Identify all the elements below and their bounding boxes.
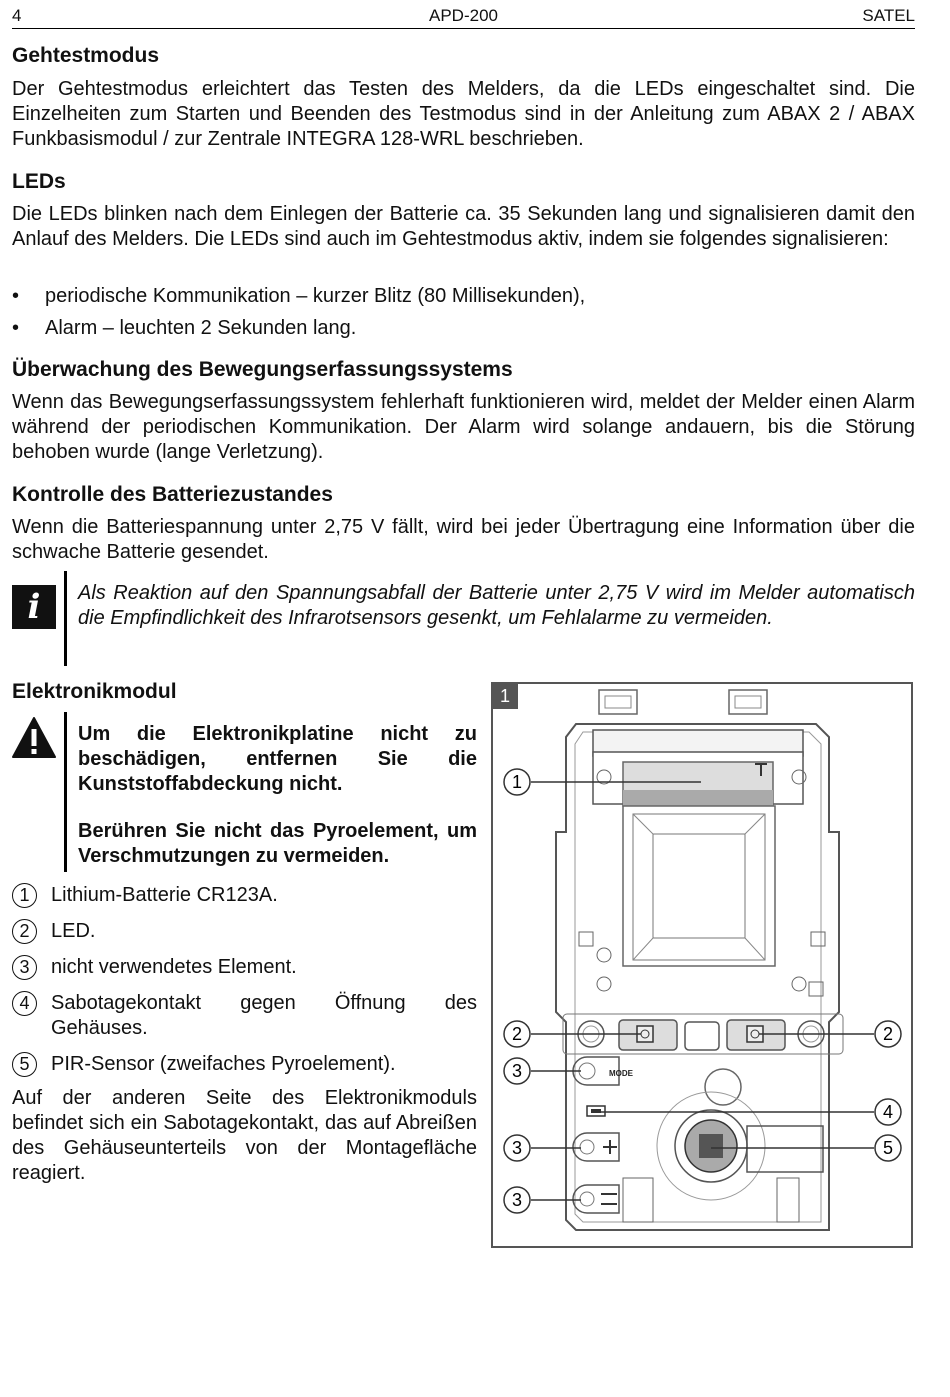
- callout-4: 4: [882, 1102, 894, 1122]
- legend-number: 3: [12, 955, 37, 980]
- warning-note: [12, 712, 477, 872]
- warning-text-1: Um die Elektronikplatine nicht zu beschädigen, entfernen Sie die Kunststoffabdeckung nicht.: [78, 723, 477, 795]
- callout-2-right: 2: [882, 1024, 894, 1044]
- section-title-leds: LEDs: [12, 170, 66, 193]
- warning-icon: [12, 716, 56, 760]
- mode-label: MODE: [609, 1069, 633, 1078]
- elektronik-text: Auf der anderen Seite des Elektronikmoduls befindet sich ein Sabotagekontakt, das auf Abreißen des Gehäuseunterteils von der Montagefläche reagiert.: [12, 1087, 477, 1184]
- section-title-ueberwachung: Überwachung des Bewegungserfassungssystems: [12, 358, 513, 381]
- bullet-icon: •: [12, 285, 20, 307]
- callout-5: 5: [882, 1138, 894, 1158]
- batterie-text: Wenn die Batteriespannung unter 2,75 V fällt, wird bei jeder Übertragung eine Information über die schwache Batterie gesendet.: [12, 516, 915, 563]
- section-title-elektronik: Elektronikmodul: [12, 680, 177, 703]
- warning-text-2: Berühren Sie nicht das Pyroelement, um Verschmutzungen zu vermeiden.: [78, 820, 477, 867]
- legend-number: 1: [12, 883, 37, 908]
- callout-3-minus: 3: [511, 1190, 523, 1210]
- brand-name: SATEL: [862, 6, 915, 25]
- page-number: 4: [12, 6, 22, 25]
- note-text: Als Reaktion auf den Spannungsabfall der Batterie unter 2,75 V wird im Melder automatisch die Empfindlichkeit des Infrarotsensors gesenkt, um Fehlalarme zu vermeiden.: [78, 582, 915, 629]
- bullet-icon: •: [12, 317, 20, 339]
- section-title-batterie: Kontrolle des Batteriezustandes: [12, 483, 333, 506]
- gehtest-text: Der Gehtestmodus erleichtert das Testen des Melders, da die LEDs eingeschaltet sind. Die Einzelheiten zum Starten und Beenden des Testmodus sind in der Anleitung zum ABAX 2 / ABAX Funkbasismodul / zur Zentrale INTEGRA 128-WRL beschrieben.: [12, 78, 915, 150]
- leds-text: Die LEDs blinken nach dem Einlegen der Batterie ca. 35 Sekunden lang und signalisieren damit den Anlauf des Melders. Die LEDs sind auch im Gehtestmodus aktiv, indem sie folgendes signalisieren:: [12, 203, 915, 250]
- electronics-module-figure: [491, 682, 913, 1248]
- ueberwachung-text: Wenn das Bewegungserfassungssystem fehlerhaft funktionieren wird, meldet der Melder einen Alarm während der periodischen Kommunikation. Der Alarm wird solange andauern, bis die Störung behoben wurde (lange Verletzung).: [12, 391, 915, 463]
- info-note: [12, 571, 915, 666]
- legend-number: 5: [12, 1052, 37, 1077]
- figure-number: 1: [499, 686, 511, 706]
- info-icon: i: [12, 585, 56, 629]
- callout-1: 1: [511, 772, 523, 792]
- warning-divider: [64, 712, 67, 872]
- callout-3-mode: 3: [511, 1061, 523, 1081]
- note-divider: [64, 571, 67, 666]
- legend-number: 2: [12, 919, 37, 944]
- page-header: [12, 6, 915, 29]
- callout-3-plus: 3: [511, 1138, 523, 1158]
- legend-number: 4: [12, 991, 37, 1016]
- section-title-gehtest: Gehtestmodus: [12, 44, 160, 67]
- document-model: APD-200: [429, 6, 498, 25]
- callout-2-left: 2: [511, 1024, 523, 1044]
